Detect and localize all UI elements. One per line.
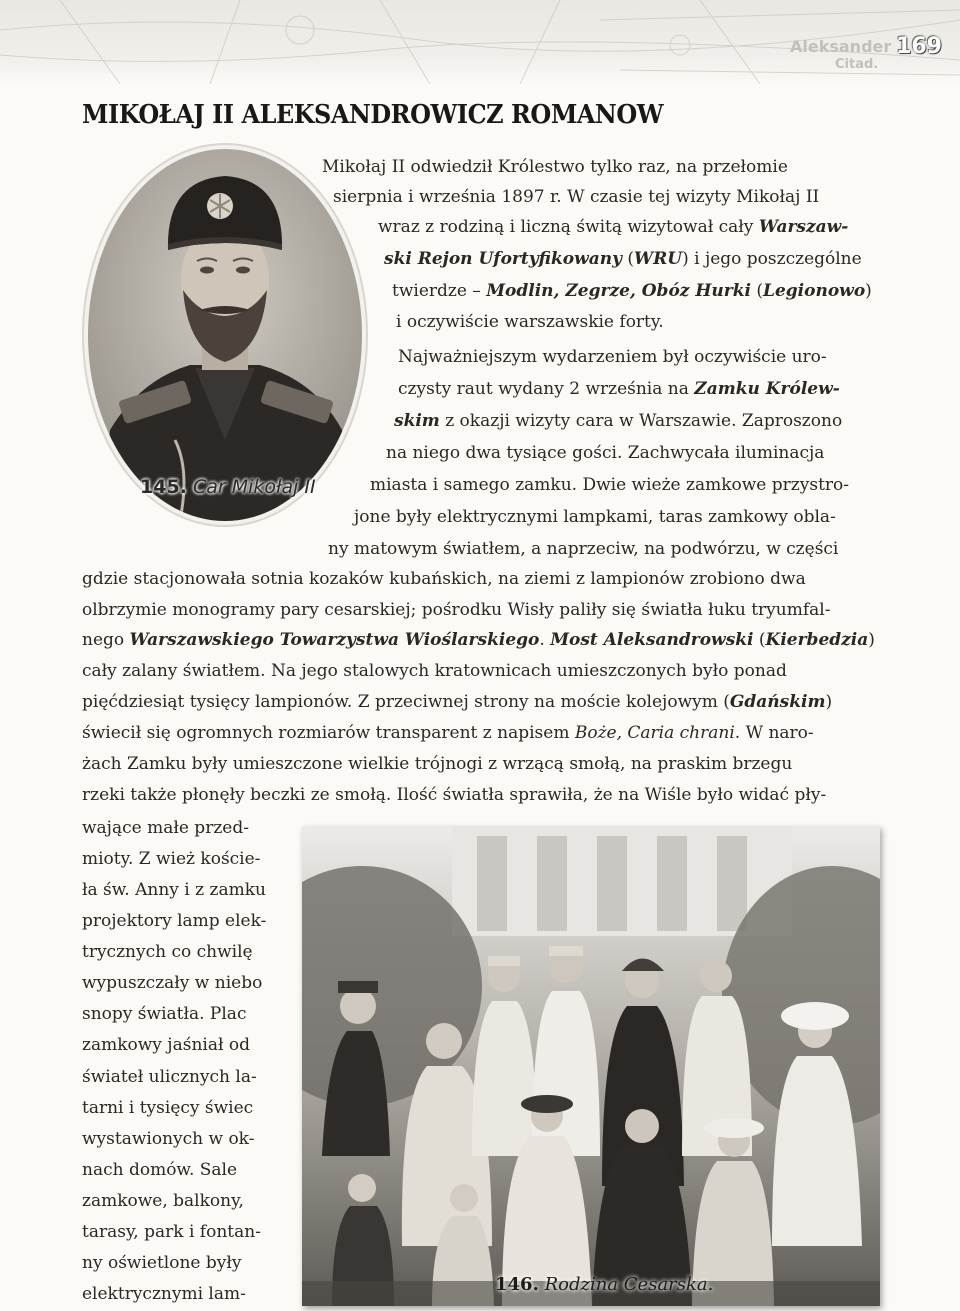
text-span: ( [621, 249, 635, 269]
text-span: świateł ulicznych la- [82, 1067, 257, 1087]
text-line [82, 1093, 253, 1123]
text-line [398, 374, 840, 404]
text-line [82, 1279, 246, 1309]
emphasis: ski Rejon Ufortyfikowany [384, 249, 622, 269]
text-span: na niego dwa tysiące gości. Zachwycała iluminacja [386, 443, 825, 463]
emphasis: Warszawskiego Towarzystwa Wioślarskiego [129, 630, 540, 650]
text-line [82, 1248, 241, 1278]
emphasis: Kierbedzia [765, 630, 869, 650]
text-span: ny matowym światłem, a naprzeciw, na podwórzu, w części [328, 539, 839, 559]
text-line [82, 595, 830, 625]
text-line [82, 1030, 250, 1060]
text-span: elektrycznymi lam- [82, 1284, 246, 1304]
text-line [82, 906, 266, 936]
emphasis: Modlin, Zegrze, Obóz Hurki [486, 281, 751, 301]
portrait-145 [80, 140, 370, 530]
text-line [82, 937, 253, 967]
text-span: ( [753, 630, 766, 650]
text-span: rzeki także płonęły beczki ze smołą. Ilość światła sprawiła, że na Wiśle było widać pły- [82, 785, 827, 805]
map-label-1: Aleksander [790, 37, 892, 56]
text-span: wraz z rodziną i liczną świtą wizytował cały [378, 217, 759, 237]
text-line [82, 844, 260, 874]
text-span: świecił się ogromnych rozmiarów transparent z napisem [82, 723, 575, 743]
text-line [322, 152, 788, 182]
text-span: . [539, 630, 551, 650]
text-span: mioty. Z wież koście- [82, 849, 261, 869]
text-span: ) [865, 281, 872, 301]
text-span: trycznych co chwilę [82, 942, 253, 962]
text-line [82, 749, 792, 779]
text-line [82, 1217, 261, 1247]
text-span: tarasy, park i fontan- [82, 1222, 261, 1242]
text-span: Najważniejszym wydarzeniem był oczywiście uro- [398, 347, 827, 367]
text-span: czysty raut wydany 2 września na [398, 379, 695, 399]
text-line [82, 813, 249, 843]
emphasis: Boże, Caria chrani [574, 723, 735, 743]
emphasis: Gdańskim [729, 692, 826, 712]
emphasis: Zamku Królew- [694, 379, 840, 399]
text-span: wypuszczały w niebo [82, 973, 263, 993]
text-span: . W naro- [734, 723, 814, 743]
text-span: gdzie stacjonowała sotnia kozaków kubańskich, na ziemi z lampionów zrobiono dwa [82, 569, 806, 589]
chapter-title: MIKOŁAJ II ALEKSANDROWICZ ROMANOW [82, 100, 664, 130]
caption-146-text: Rodzina Cesarska. [544, 1274, 714, 1295]
text-span: ) i jego poszczególne [682, 249, 862, 269]
emphasis: skim [394, 411, 440, 431]
text-span: Mikołaj II odwiedził Królestwo tylko raz, na przełomie [322, 157, 788, 177]
text-span: wystawionych w ok- [82, 1129, 255, 1149]
imperial-family-photo [302, 826, 880, 1306]
emphasis: Most Aleksandrowski [550, 630, 754, 650]
text-line [82, 1155, 237, 1185]
text-span: projektory lamp elek- [82, 911, 267, 931]
tsar-portrait-image [80, 140, 370, 530]
emphasis: Legionowo [763, 281, 866, 301]
text-line [398, 342, 827, 372]
text-line [82, 564, 806, 594]
emphasis: Warszaw- [758, 217, 849, 237]
page-number: 169 [896, 34, 942, 59]
text-line [82, 780, 826, 810]
text-line [82, 999, 246, 1029]
text-span: cały zalany światłem. Na jego stalowych kratownicach umieszczonych było ponad [82, 661, 787, 681]
caption-145 [140, 476, 316, 498]
text-span: ny oświetlone były [82, 1253, 242, 1273]
text-span: snopy światła. Plac [82, 1004, 247, 1024]
text-line [82, 1124, 254, 1154]
text-line [386, 438, 824, 468]
text-span: ( [750, 281, 764, 301]
text-line [82, 1062, 257, 1092]
map-label-2: Citad. [835, 57, 879, 72]
text-line [394, 406, 842, 436]
text-span: olbrzymie monogramy pary cesarskiej; pośrodku Wisły paliły się światła łuku tryumfal- [82, 600, 831, 620]
caption-145-text: Car Mikołaj II [192, 476, 316, 498]
text-line [354, 502, 836, 532]
text-line [82, 875, 266, 905]
text-span: jone były elektrycznymi lampkami, taras zamkowy obla- [354, 507, 836, 527]
map-background [0, 0, 960, 84]
text-line [82, 1186, 244, 1216]
text-span: tarni i tysięcy świec [82, 1098, 254, 1118]
text-line [396, 307, 664, 337]
text-line [378, 212, 848, 242]
text-line [384, 244, 862, 274]
caption-146-number: 146. [495, 1274, 539, 1295]
text-span: nach domów. Sale [82, 1160, 238, 1180]
text-span: ła św. Anny i z zamku [82, 880, 266, 900]
text-span: nego [82, 630, 130, 650]
emphasis: WRU [634, 249, 683, 269]
text-line [82, 968, 262, 998]
text-span: miasta i samego zamku. Dwie wieże zamkowe przystro- [370, 475, 850, 495]
text-span: zamkowe, balkony, [82, 1191, 244, 1211]
text-line [333, 182, 819, 212]
text-span: ) [825, 692, 833, 712]
text-span: żach Zamku były umieszczone wielkie trójnogi z wrzącą smołą, na praskim brzegu [82, 754, 793, 774]
text-span: wające małe przed- [82, 818, 249, 838]
caption-145-number: 145. [140, 476, 187, 498]
caption-146 [495, 1274, 713, 1295]
text-span: ) [868, 630, 875, 650]
text-line [82, 687, 832, 717]
text-span: sierpnia i września 1897 r. W czasie tej wizyty Mikołaj II [333, 187, 820, 207]
text-span: twierdze – [392, 281, 487, 301]
text-line [82, 625, 875, 655]
text-line [328, 534, 838, 564]
text-span: zamkowy jaśniał od [82, 1035, 250, 1055]
text-line [82, 656, 787, 686]
text-line [82, 718, 814, 748]
text-span: i oczywiście warszawskie forty. [396, 312, 664, 332]
text-line [370, 470, 849, 500]
text-span: pięćdziesiąt tysięcy lampionów. Z przeciwnej strony na moście kolejowym ( [82, 692, 730, 712]
text-span: z okazji wizyty cara w Warszawie. Zaproszono [439, 411, 843, 431]
text-line [392, 276, 872, 306]
photo-146 [302, 826, 880, 1306]
